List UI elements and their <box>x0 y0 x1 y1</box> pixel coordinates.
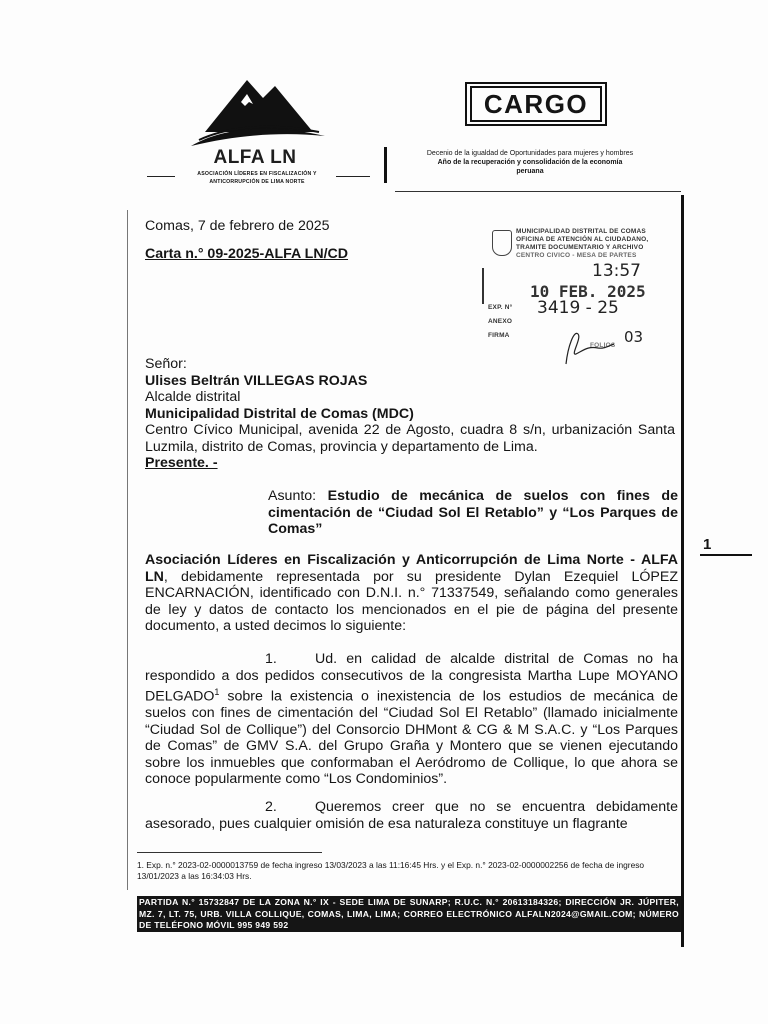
institution-name: Municipalidad Distrital de Comas (MDC) <box>145 405 414 422</box>
stamp-folios-number: 03 <box>624 328 644 346</box>
stamp-line2: OFICINA DE ATENCIÓN AL CIUDADANO, <box>516 236 649 243</box>
header-underline <box>395 191 681 192</box>
stamp-exp-number: 3419 - 25 <box>537 298 619 318</box>
letter-number: Carta n.° 09-2025-ALFA LN/CD <box>145 246 349 262</box>
footnote-ref: 1 <box>214 687 220 697</box>
recipient-name: Ulises Beltrán VILLEGAS ROJAS <box>145 372 368 389</box>
paragraph-1-number: 1. <box>265 651 277 667</box>
org-short-name: ALFA LN <box>213 147 297 168</box>
recipient-block <box>145 356 675 472</box>
paragraph-2 <box>145 799 678 832</box>
decenio-text <box>395 149 665 176</box>
municipal-crest-icon <box>492 230 512 256</box>
stamp-firma-label: FIRMA <box>488 332 510 339</box>
decenio-line: Decenio de la igualdad de Oportunidades para mujeres y hombres <box>426 150 634 157</box>
subject-label: Asunto: <box>268 488 328 504</box>
page-margin-line <box>127 210 128 890</box>
stamp-anexo-label: ANEXO <box>488 318 513 325</box>
year-name-line1: Año de la recuperación y consolidación de la economía <box>437 159 623 166</box>
stamp-line3: TRAMITE DOCUMENTARIO Y ARCHIVO <box>516 244 644 251</box>
footer-contact: PARTIDA N.° 15732847 DE LA ZONA N.° IX - SEDE LIMA DE SUNARP; R.U.C. N.° 20613184326; DIRECCIÓN JR. JÚPITER, MZ. 7, LT. 75, URB. VILLA COLLIQUE, COMAS, LIMA, LIMA; CORREO ELECTRÓNICO ALFALN2024@GMAIL.COM; NÚMERO DE TELÉFONO MÓVIL 995 949 592 <box>139 897 679 930</box>
footnote-rule <box>137 852 322 853</box>
salutation: Señor: <box>145 356 187 372</box>
reception-stamp <box>482 222 682 372</box>
footnote: 1. Exp. n.° 2023-02-0000013759 de fecha ingreso 13/03/2023 a las 11:16:45 Hrs. y el Exp. n.° 2023-02-0000002256 de fecha de ingreso 13/01/2023 a las 16:34:03 Hrs. <box>137 860 645 881</box>
stamp-bracket <box>482 268 484 304</box>
stamp-line1: MUNICIPALIDAD DISTRITAL DE COMAS <box>516 228 646 235</box>
recipient-title: Alcalde distrital <box>145 389 241 405</box>
org-full-name-line2: ANTICORRUPCIÓN DE LIMA NORTE <box>209 179 305 185</box>
stamp-line4: CENTRO CIVICO - MESA DE PARTES <box>516 252 637 259</box>
paragraph-2-text: Queremos creer que no se encuentra debidamente asesorado, pues cualquier omisión de esa naturaleza constituye un flagrante <box>145 799 678 832</box>
presente: Presente. - <box>145 455 218 471</box>
page-number: 1 <box>703 536 712 553</box>
subject <box>268 488 678 538</box>
stamp-folios-label: FOLIOS <box>590 342 616 349</box>
subject-text: Estudio de mecánica de suelos con fines de cimentación de “Ciudad Sol El Retablo” y “Los Parques de Comas” <box>268 488 678 537</box>
org-full-name <box>142 170 372 186</box>
paragraph-1 <box>145 651 678 788</box>
recipient-address: Centro Cívico Municipal, avenida 22 de Agosto, cuadra 8 s/n, urbanización Santa Luzmila, distrito de Comas, provincia y departamento de Lima. <box>145 422 675 455</box>
paragraph-2-number: 2. <box>265 799 277 815</box>
cargo-stamp: CARGO <box>470 86 602 122</box>
year-name-line2: peruana <box>516 168 544 175</box>
stamp-exp-label: EXP. N° <box>488 304 513 311</box>
intro-org-name: Asociación Líderes en Fiscalización y Anticorrupción de Lima Norte - ALFA LN <box>145 552 678 585</box>
page-number-rule <box>700 554 752 556</box>
paragraph-1-text-b: sobre la existencia o inexistencia de los estudios de mecánica de suelos con fines de cimentación del “Ciudad Sol El Retablo” (llamado inicialmente “Ciudad Sol de Collique”) del Consorcio DHMont & CG & M S.A.C. y “Los Parques de Comas” de GMV S.A. del Grupo Graña y Montero que se vienen ejecutando sobre los inmuebles que conformaban el Aeródromo de Collique, lo que ahora se conoce popularmente como “Los Condominios”. <box>145 688 678 788</box>
stamp-date: 10 FEB. 2025 <box>530 282 646 301</box>
intro-text: , debidamente representada por su presidente Dylan Ezequiel LÓPEZ ENCARNACIÓN, identificado con D.N.I. n.° 71337549, señalando como generales de ley y datos de contacto los mencionados en el pie de página del presente documento, a usted decimos lo siguiente: <box>145 568 678 634</box>
header-divider <box>384 147 387 183</box>
stamp-time: 13:57 <box>592 261 641 281</box>
paragraph-1-text-a: Ud. en calidad de alcalde distrital de Comas no ha respondido a dos pedidos consecutivos de la congresista Martha Lupe MOYANO DELGADO <box>145 651 678 705</box>
org-full-name-line1: ASOCIACIÓN LÍDERES EN FISCALIZACIÓN Y <box>197 171 317 177</box>
place-date: Comas, 7 de febrero de 2025 <box>145 218 330 234</box>
alfa-ln-logo <box>185 80 335 152</box>
intro-paragraph <box>145 552 678 635</box>
